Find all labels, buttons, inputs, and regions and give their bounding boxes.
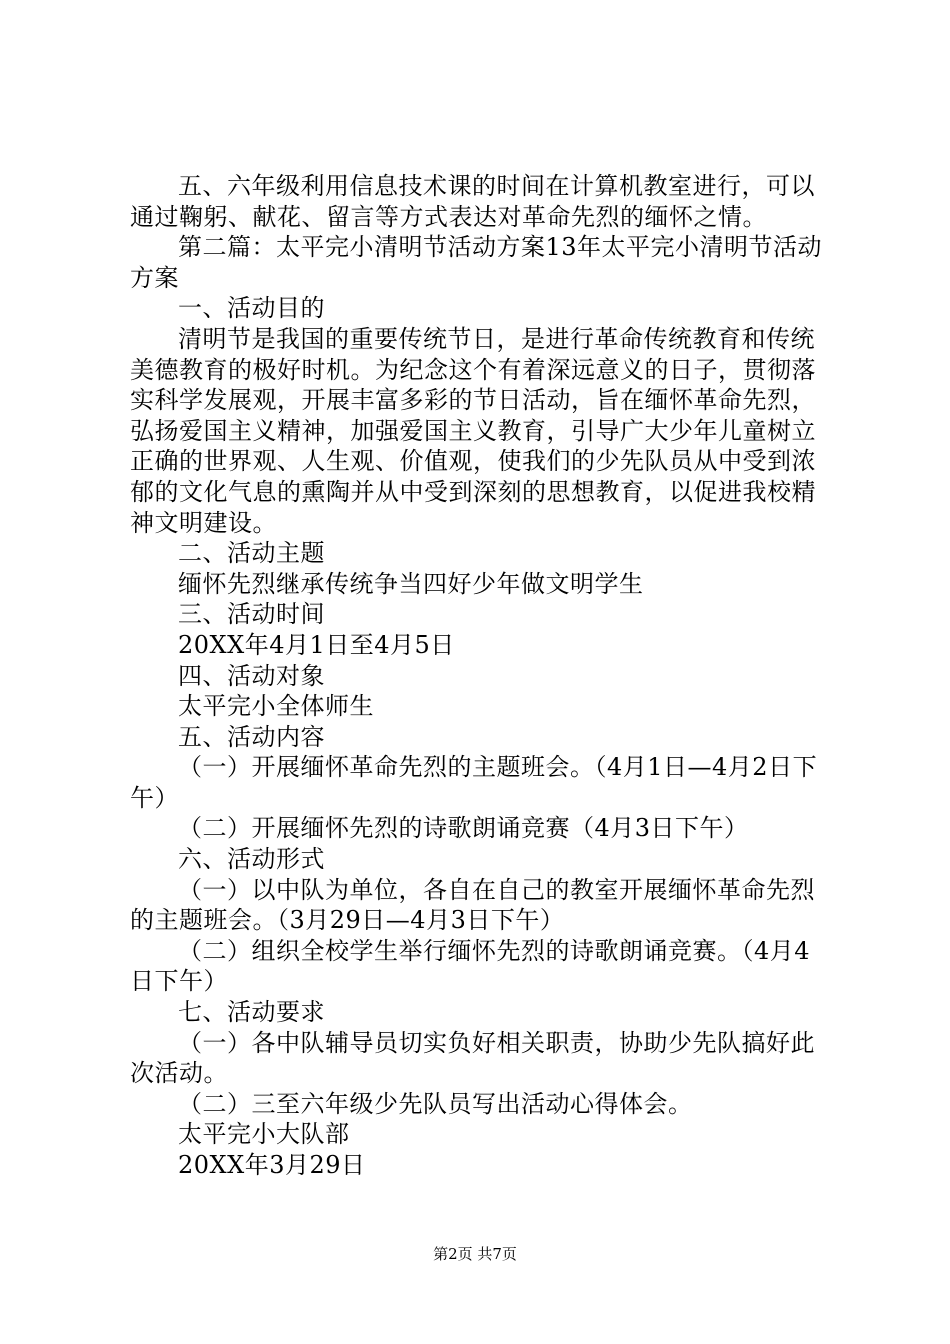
heading-activity-form: 六、活动形式 bbox=[178, 845, 325, 874]
paragraph-activity-time: 20XX年4月1日至4月5日 bbox=[178, 630, 455, 659]
heading-activity-audience: 四、活动对象 bbox=[178, 661, 325, 690]
paragraph-form-item-1: （一）以中队为单位，各自在自己的教室开展缅怀革命先烈的主题班会。（3月29日—4月3日下午） bbox=[130, 875, 815, 935]
paragraph-activity-purpose: 清明节是我国的重要传统节日，是进行革命传统教育和传统美德教育的极好时机。为纪念这个有着深远意义的日子，贯彻落实科学发展观，开展丰富多彩的节日活动，旨在缅怀革命先烈，弘扬爱国主义精神，加强爱国主义教育，引导广大少年儿童树立正确的世界观、人生观、价值观，使我们的少先队员从中受到浓郁的文化气息的熏陶并从中受到深刻的思想教育，以促进我校精神文明建设。 bbox=[130, 324, 816, 537]
paragraph-requirement-item-1: （一）各中队辅导员切实负好相关职责，协助少先队搞好此次活动。 bbox=[130, 1028, 815, 1088]
page-number-label: 第2页 共7页 bbox=[433, 1245, 517, 1263]
document-body bbox=[130, 171, 830, 1181]
paragraph-content-item-1: （一）开展缅怀革命先烈的主题班会。（4月1日—4月2日下午） bbox=[130, 753, 818, 812]
signature-date: 20XX年3月29日 bbox=[178, 1151, 366, 1179]
page-footer bbox=[0, 1244, 950, 1264]
paragraph-activity-audience: 太平完小全体师生 bbox=[178, 692, 374, 721]
paragraph-activity-theme: 缅怀先烈继承传统争当四好少年做文明学生 bbox=[178, 569, 644, 598]
heading-activity-theme: 二、活动主题 bbox=[178, 539, 325, 568]
signature-organization: 太平完小大队部 bbox=[178, 1120, 350, 1149]
heading-activity-content: 五、活动内容 bbox=[178, 722, 325, 751]
heading-activity-purpose: 一、活动目的 bbox=[178, 294, 325, 323]
paragraph-chapter-title: 第二篇：太平完小清明节活动方案13年太平完小清明节活动方案 bbox=[130, 233, 823, 292]
heading-activity-requirements: 七、活动要求 bbox=[178, 998, 325, 1027]
paragraph-content-item-2: （二）开展缅怀先烈的诗歌朗诵竞赛（4月3日下午） bbox=[178, 814, 749, 843]
heading-activity-time: 三、活动时间 bbox=[178, 600, 325, 629]
paragraph-form-item-2: （二）组织全校学生举行缅怀先烈的诗歌朗诵竞赛。（4月4日下午） bbox=[130, 936, 811, 996]
paragraph-requirement-item-2: （二）三至六年级少先队员写出活动心得体会。 bbox=[178, 1089, 693, 1118]
paragraph-section-five-note: 五、六年级利用信息技术课的时间在计算机教室进行，可以通过鞠躬、献花、留言等方式表达对革命先烈的缅怀之情。 bbox=[130, 172, 815, 231]
